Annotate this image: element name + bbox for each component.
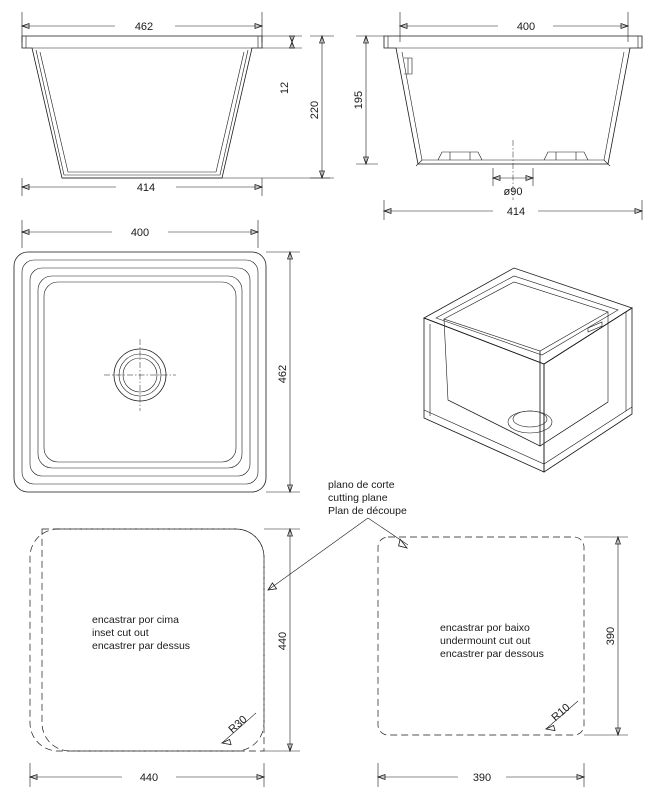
- dim-undermount-width: [378, 763, 584, 787]
- dim-label-462-plan: 462: [277, 364, 289, 384]
- dim-undermount-height: [584, 537, 628, 735]
- dim-label-462-top: 462: [134, 21, 154, 33]
- dim-side-height: [353, 36, 384, 164]
- dim-undermount-radius: [546, 701, 578, 731]
- dim-label-220: 220: [309, 100, 321, 120]
- dim-inset-height: [264, 529, 300, 751]
- top-plan-body: [14, 252, 266, 492]
- dim-plan-depth: [266, 252, 300, 492]
- dim-label-d90: ø90: [503, 186, 523, 198]
- dim-label-400-side: 400: [516, 21, 536, 33]
- isometric-sink-body: [424, 268, 632, 472]
- dim-label-390-v: 390: [605, 626, 617, 646]
- view-cutout-undermount: [340, 505, 652, 800]
- dim-label-400-plan: 400: [130, 227, 150, 239]
- dim-front-bottom-width: [22, 178, 262, 196]
- dim-label-195: 195: [353, 90, 365, 110]
- dim-label-390-h: 390: [472, 772, 492, 784]
- callout-line-3: Plan de découpe: [328, 505, 407, 517]
- side-elevation-body: [384, 36, 642, 200]
- view-side-elevation: [338, 0, 652, 240]
- cutout-undermount-label-1: encastrar por baixo: [440, 622, 530, 634]
- callout-line-1: plano de corte: [328, 479, 395, 491]
- dim-inset-width: [30, 763, 264, 787]
- dim-label-R30: R30: [226, 713, 250, 736]
- view-cutout-inset: [0, 505, 330, 800]
- cutout-inset-label-1: encastrar por cima: [92, 614, 179, 626]
- dim-label-414-front: 414: [136, 182, 156, 194]
- cutout-inset-label-3: encastrer par dessus: [92, 640, 191, 652]
- dim-side-top-width: [400, 12, 628, 42]
- dim-inset-radius: [222, 713, 256, 745]
- dim-label-414-side: 414: [506, 206, 526, 218]
- dim-label-R10: R10: [549, 701, 573, 724]
- view-front-elevation: [0, 0, 340, 215]
- dim-label-440-h: 440: [139, 772, 159, 784]
- dim-label-440-v: 440: [277, 631, 289, 651]
- dim-label-12: 12: [279, 81, 291, 95]
- cutout-undermount-label-2: undermount cut out: [440, 635, 531, 647]
- front-elevation-body: [22, 36, 262, 178]
- cutout-undermount-label-3: encastrer par dessous: [440, 648, 544, 660]
- cutout-inset-label-2: inset cut out: [92, 627, 149, 639]
- dim-plan-width: [22, 220, 258, 248]
- callout-line-2: cutting plane: [328, 492, 388, 504]
- dim-front-heights: [222, 36, 334, 178]
- dim-front-top-width: [22, 12, 262, 42]
- dim-side-bottom-width: [384, 200, 642, 220]
